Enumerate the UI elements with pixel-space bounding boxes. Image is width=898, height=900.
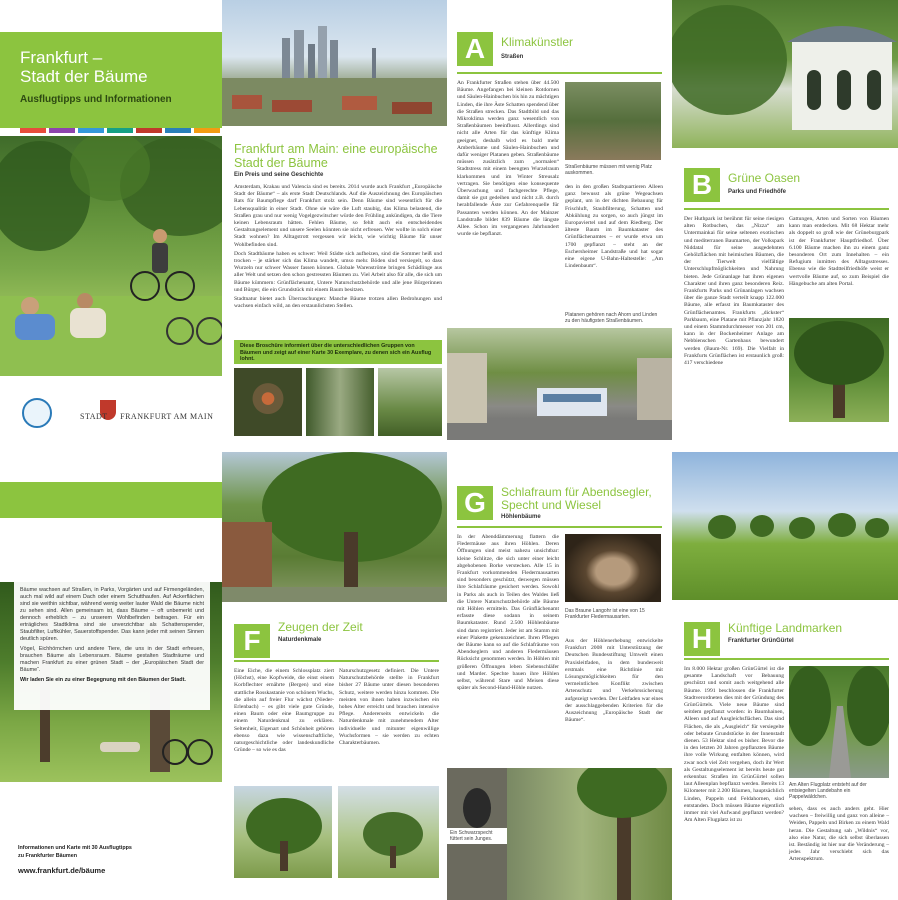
section-b-rule (684, 208, 889, 210)
section-a-caption1: Straßenbäume müssen mit wenig Platz auskommen. (565, 164, 652, 176)
section-a-col1: An Frankfurter Straßen stehen über 44.500 Bäume. Angefangen bei kleinen Rotdornen und Säulen-Hainbuchen bis hin zu mächtigen Linden, die ihre Äste Schatten spendend über die Straßen strecken. Das Stadtbild und das Mikroklima werden ganz wesentlich von Straßenbäumen beeinflusst. Allerdings sind nicht alle Arten für das künftige Klima geeignet, deshalb wird es bald mehr Amberbäume und Säulen-Hainbuchen und dafür weniger Platanen geben. Straßenbäume müssen zusätzlich zum „normalen“ Stadtstress mit einem beengten Wurzelraum klarkommen und im Winter Streusalz vertragen. Sie benötigen eine konsequente Überwachung und fachgerechte Pflege, damit sie gut gedeihen und nicht z.B. durch herabfallende Äste zur Gefahrenquelle für Passanten werden können. An der Mainzer Landstraße bildet 839 Bäume die längste Allee. Schon im vergangenen Jahrhundert wurde sie bepflanzt. (457, 80, 559, 238)
section-b-title: Grüne Oasen (728, 171, 801, 185)
section-g-panel (447, 452, 672, 900)
frankfurt-city-logo-text: STADT FRANKFURT AM MAIN (80, 412, 214, 421)
cover-title-band (0, 32, 222, 128)
section-a-rule (457, 72, 662, 74)
cover-title-line2: Stadt der Bäume (20, 67, 148, 86)
cover-park-photo (0, 136, 222, 376)
section-f-letter: F (234, 624, 270, 658)
backcover-panel (0, 452, 222, 900)
robin-photo (234, 368, 302, 436)
backcover-url-link[interactable]: www.frankfurt.de/bäume (18, 866, 106, 875)
section-a-title: Klimakünstler (501, 35, 574, 49)
tram-scene (447, 328, 672, 440)
cover-subtitle: Ausflugtipps und Informationen (20, 94, 172, 105)
backcover-body2: Vögel, Eichhörnchen und andere Tiere, die uns in der Stadt erfreuen, brauchen Bäume als Lebensraum. Bäume gestalten Stadträume und machen Frankfurt zu einer grünen Stadt – der „Europäischen Stadt der Bäume“. (20, 646, 204, 673)
section-g-col1: In der Abenddämmerung flattern die Fledermäuse aus ihren Höhlen. Deren Öffnungen sind meist nahezu unsichtbar: kleine Schlitze, die sich unter einer leicht abgehobenen Borke verstecken. Alle 15 in Frankfurt vorkommenden Fledermausarten sind besonders geschützt, deswegen müssen ihre Schlafräume gesichert werden. Sowohl in Parks als auch in Teilen des Waldes ließ die Untere Naturschutzbehörde alle Bäume mit Höhlen ermitteln. Das Grünflächenamt erfasste diese sodann in seinem Baumkataster. Rund 2.500 Höhlenbäume sind dann registriert. Jeder ist am Stamm mit einer Plakette gekennzeichnet. Ihren Pflegen der Bäume kann so auf die Schlafräume von Abendseglern und anderen Fledermäusen Rücksicht genommen werden. In Höhlen mit größeren Öffnungen leben Siebenschläfer und Marder. Spechte bauen ihre Höhlen selbst, während Stare und Meisen diese später als Second-Hand-Höhle nutzen. (457, 534, 559, 692)
section-a-subtitle: Straßen (501, 54, 524, 60)
section-g-letter: G (457, 486, 493, 520)
street-tree-photo (565, 82, 661, 160)
section-f-col2: Naturschutzgesetz definiert. Die Untere Naturschutzbehörde stellte in Frankfurt bisher 27 Bäume unter diesen besonderen Schutz, weitere werden hinzu kommen. Die meisten von ihnen haben inzwischen ein hohes Alter erreicht und brauchen intensive Pflege. Andererseits entwickeln die Naturdenkmale mit zunehmendem Alter individuelle und mitunter eigenwillige Wuchsformen – sie werden zu echten Charakterbäumen. (339, 668, 439, 747)
intro-panel (222, 0, 447, 440)
section-a-panel (447, 0, 672, 440)
field-trees-photo (672, 452, 898, 600)
section-g-rule (457, 526, 662, 528)
section-b-letter: B (684, 168, 720, 202)
section-h-rule (684, 658, 889, 660)
backcover-green-band (0, 482, 222, 518)
tram-street-photo (447, 328, 672, 440)
section-h-letter: H (684, 622, 720, 656)
section-f-col1: Eine Eiche, die einem Schlossplatz ziert (Höchst), eine Kopfweide, die einst einem Korbflechter ernährte (Bergen) und eine stattliche Rosskastanie von schönem Wuchs, die allein auf freier Flur wächst (Nieder-Erlenbach) – es gibt viele gute Gründe, einen Baum oder eine Baumgruppe zu einem Naturdenkmal zu erklären. Seltenheit, Eigenart und Schönheit gehören ebenso dazu wie wissenschaftliche, naturgeschichtliche oder landeskundliche Gründe – so wie es das (234, 668, 334, 754)
section-b-col1: Der Huthpark ist berühmt für seine riesigen alten Rotbuchen, das „Nizza“ am Untermainkai für seine seltenen exotischen und mediterranen Baumarten, der Volkspark Niddatal für seine ausgedehnten Gehölzflächen mit heimischen Bäumen, die der Tierwelt vielfältige Unterschlupfmöglichkeiten und Nahrung bieten. Jede Grünanlage hat ihren eigenen Charakter und ihren ganz besonderen Reiz. Frankfurts Parks und Grünanlagen wachsen über die ganze Stadt verteilt knapp 122.000 Bäume, alle erfasst im Baumkataster des Grünflächenamtes. Frankfurts „dickster“ Parkbaum, eine Platane mit Pflanzjahr 1820 und einem Stammdurchmesser von 201 cm, kann in der Bockenheimer Anlage am Nebbienschen Gartenhaus bewundert werden (Baum-Nr. 169). Die Vielfalt in Frankfurts Grünflächen ist erstaunlich groß: 417 verschiedene (684, 216, 784, 367)
section-b-col2: Gattungen, Arten und Sorten von Bäumen kann man entdecken. Mit 68 Hektar mehr als doppelt so groß wie der Grüneburgpark ist der Frankfurter Hauptfriedhof. Über 6.100 Bäume machen ihn zu einem ganz besonderen Ort zum Innehalten – ein Refugium inmitten des Alltagsstresses. Ebenso wie die Stadtteilfriedhöfe weist er wertvolle Bäume auf, so zum Beispiel die Hängebuche am alten Portal. (789, 216, 889, 287)
intro-highlight-text: Diese Broschüre informiert über die unterschiedlichen Gruppen von Bäumen und zeigt auf einer Karte 30 Exemplare, zu denen sich ein Ausflug lohnt. (240, 343, 432, 363)
section-g-caption2: Ein Schwarzspecht füttert sein Junges. (450, 830, 493, 842)
cover-color-stripes (20, 128, 220, 133)
solitary-tree-scene-1 (234, 786, 332, 878)
section-f-subtitle: Naturdenkmale (278, 637, 322, 643)
section-g-caption1: Das Braune Langohr ist eine von 15 Frankfurter Fledermausarten. (565, 608, 645, 620)
cover-panel (0, 0, 222, 440)
section-g-subtitle: Höhlenbäume (501, 514, 541, 520)
section-a-letter: A (457, 32, 493, 66)
backcover-text-box (14, 582, 210, 710)
old-tree-photo (222, 452, 447, 602)
backcover-footer-line2: zu Frankfurter Bäumen (18, 853, 78, 859)
section-b-subtitle: Parks und Friedhöfe (728, 189, 787, 195)
section-g-title: Schlafraum für Abendsegler, Specht und Wiesel (501, 485, 652, 512)
section-h-panel (672, 452, 898, 900)
european-tree-city-logo (22, 398, 52, 428)
cover-title-line1: Frankfurt – (20, 48, 103, 67)
backcover-footer-line1: Informationen und Karte mit 30 Ausflugtipps (18, 845, 132, 851)
section-f-title: Zeugen der Zeit (278, 620, 363, 634)
backcover-invite: Wir laden Sie ein zu einer Begegnung mit den Bäumen der Stadt. (20, 677, 186, 683)
field-trees-scene (672, 452, 898, 600)
section-b-panel (672, 0, 898, 440)
section-a-col2: den in den großen Stadtquartieren Alleen ganz bewusst als grüne Wegeachsen geplant, um in der dichten Bebauung für Frischluft, Staubfilterung, Schatten und Abkühlung zu sorgen, so auch jüngst im Europaviertel und auf dem Riedberg. Der älteste Baum im Baumkataster des Grünflächenamtes – er wurde etwa um 1700 gepflanzt – steht an der Eschersheimer Landstraße und hat sogar eine eigene U-Bahn-Haltestelle: „Am Lindenbaum“. (565, 184, 663, 270)
intro-body-p1: Amsterdam, Krakau und Valencia sind es bereits. 2014 wurde auch Frankfurt „Europäische Stadt der Bäume“ – als erste Stadt Deutschlands. Auf die Auszeichnung des Europäischen Rats für Baumpflege darf Frankfurt stolz sein. Denn Bäume sind wesentlich für die Lebensqualität in einer Stadt. Ohne sie wäre die Luft staubig, das Klima belastend, die Straßen grau und nur wenig Vogelgezwitscher würde den Frühling ankündigen, da die Tiere keinen Lebensraum hätten. Fehlen Bäume, so fehlt auch ein entscheidendes Gestaltungselement und unsere Seelen könnten sie nicht erfreuen. Wer wollte in solch einer Stadt wohnen? Im Alltagstrott vergessen wir leicht, wie wichtig Bäume für unser Wohlbefinden sind. (234, 184, 442, 248)
backcover-body: Bäume wachsen auf Straßen, in Parks, Vorgärten und auf Firmengeländen, auch mal wild auf einem Dach oder einem Schutthaufen. Auf Ackerflächen sind sie weithin sichtbar, während wenig weiter lauter Wald die Bäume nicht zu sehen sind. Allen gemeinsam ist, dass Bäume – oft unbemerkt und dennoch erheblich – zu unserem Wohlbefinden beitragen. Für ein erträgliches Stadtklima sind sie unverzichtbar als Schattenspender, Staubfilter, Luftkühler, Sauerstoffspender. Das kann jeder mit seinen Sinnen deutlich spüren. (20, 587, 204, 642)
runway-photo (789, 666, 889, 778)
section-h-title: Künftige Landmarken (728, 621, 843, 635)
intro-body-p2: Doch Stadtbäume haben es schwer: Weil Städte sich aufheizen, sind die Sommer heiß und trocken – je stärker sich das Klima wandelt, umso mehr. Böden sind versiegelt, so dass Wurzeln nur schwer Wasser fassen können. Globale Warenströme bringen Schädlinge aus aller Welt und setzen den schon gestressten Bäumen zu. Viel Arbeit also für alle, die sich um Bäume kümmern: Grünflächenamt, Untere Naturschutzbehörde und alle jene Bürgerinnen und Bürger, die ein Grundstück mit einem Baum besitzen. (234, 250, 442, 293)
bat-photo (565, 534, 661, 602)
section-f-rule (234, 660, 439, 662)
intro-subtitle: Ein Preis und seine Geschichte (234, 172, 324, 178)
intro-body (234, 184, 442, 312)
section-h-subtitle: Frankfurter GrünGürtel (728, 638, 794, 644)
intro-title: Frankfurt am Main: eine europäische Stadt der Bäume (234, 142, 438, 170)
big-tree-scene (789, 318, 889, 422)
person-with-tree-photo (378, 368, 442, 436)
solitary-tree-photo-1 (234, 786, 332, 878)
old-tree-scene (222, 452, 447, 602)
solitary-tree-scene-2 (338, 786, 439, 878)
solitary-tree-photo-2 (338, 786, 439, 878)
pavilion-scene (672, 0, 898, 148)
intro-body-p3: Stadtnatur bietet auch Überraschungen: Manche Bäume trotzen allen Bedrohungen und wachsen einfach wild, an den erstaunlichsten Stellen. (234, 296, 442, 310)
section-h-col1: Im 8.000 Hektar großen GrünGürtel ist die gesamte Landschaft vor Bebauung geschützt und somit auch weitgehend alle Bäume. 1991 beschlossen die Frankfurter Stadtverordneten dies mit der Gründung des GrünGürtels. Viele neue Bäume sind seitdem gepflanzt worden: in Baumhainen, Alleen und auf Ausgleichsflächen. Das sind Flächen, die als „Ausgleich“ für versiegelte oder bebaute Grundstücke in der Innenstadt dienen. 53 Hektar sind es bisher. Bevor die in den letzten 20 Jahren gepflanzten Bäume ihre volle Wirkung entfalten können, wird zwar noch viel Zeit vergehen, doch ihr Wert als Gestaltungselement ist bereits heute gut erkennbar. Straßen im GrünGürtel sollen laut Alleenplan bepflanzt werden. Bereits 13 Kilometer mit 2.200 Bäumen, hauptsächlich Linden, Pappeln und Feldahornen, sind entstanden. Doch müssen Bäume eigentlich immer mit viel Aufwand gepflanzt werden? Am Alten Flugplatz ist zu (684, 666, 784, 824)
cover-white-top (0, 0, 222, 32)
section-h-caption1: Am Alten Flugplatz entsteht auf der entsiegelten Landebahn ein Pappelwäldchen. (789, 782, 867, 800)
pavilion-photo (672, 0, 898, 148)
big-tree-photo (789, 318, 889, 422)
intro-highlight-box (234, 340, 442, 364)
section-f-panel (222, 452, 447, 900)
park-scene (0, 136, 222, 376)
tree-bark-photo (306, 368, 374, 436)
section-g-col2: Aus der Höhlenerhebung entwickelte Frankfurt 2008 mit Unterstützung der Deutschen Bundesstiftung Umwelt einen Praxisleitfaden, in dem bundesweit erstmals eine Richtlinie mit Lösungsmöglichkeiten für den vermeintlichen Konflikt zwischen Artenschutz und Verkehrssicherung aufgezeigt werden. Der Leitfaden war eines der ausschlaggebenden Kriterien für die Auszeichnung „Europäische Stadt der Bäume“. (565, 638, 663, 724)
section-g-caption2-box (447, 828, 507, 844)
runway-scene (789, 666, 889, 778)
skyline-photo (222, 0, 447, 126)
skyline-scene (222, 0, 447, 126)
section-a-caption2: Platanen gehören nach Ahorn und Linden zu den häufigsten Straßenbäumen. (565, 312, 658, 324)
section-h-col2: sehen, dass es auch anders geht. Hier wachsen – freiwillig und ganz von alleine – Weiden, Pappeln und Birken zu einem Wald heran. Die Gestaltung sah „Wildnis“ vor, also eine Natur, die sich selbst überlassen ist. Beständig ist hier nur die Veränderung – jedes Jahr verschiebt sich das Artenspektrum. (789, 806, 889, 863)
